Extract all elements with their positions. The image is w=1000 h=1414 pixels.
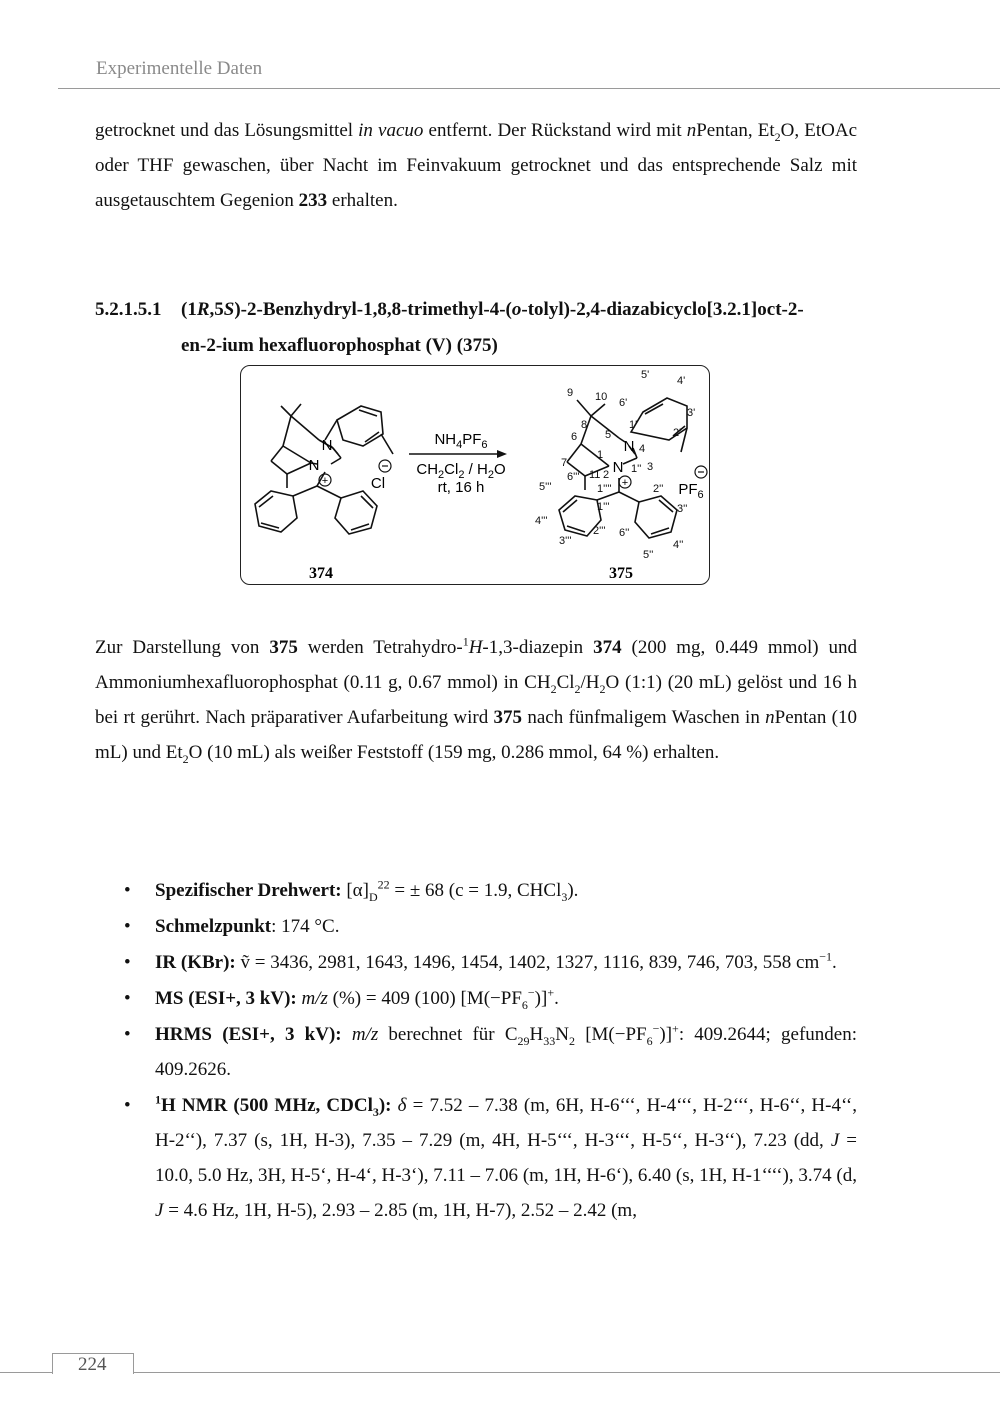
svg-text:1'''': 1'''' xyxy=(597,483,612,495)
svg-text:1'': 1'' xyxy=(631,463,642,475)
svg-text:1': 1' xyxy=(629,419,638,431)
svg-text:4: 4 xyxy=(639,443,646,455)
solvent-label: $CH_2Cl_2 / H_2O$ xyxy=(416,461,506,481)
svg-text:3: 3 xyxy=(647,461,654,473)
chloride-label: Cl xyxy=(370,475,386,492)
list-item-hrms: • HRMS (ESI+, 3 kV): m/z berechnet für $C_{29}H_{33}N_2$ $[M(-PF_6^-)]^+$: 409.2644; gefunden: 409.2626. xyxy=(95,1017,857,1087)
conditions-label: rt, 16 h xyxy=(437,479,485,496)
svg-text:9: 9 xyxy=(567,387,574,399)
pf6-label: $PF_6$ xyxy=(678,481,704,501)
characterization-list xyxy=(95,873,857,1229)
svg-text:1: 1 xyxy=(597,449,604,461)
section-heading: 5.2.1.5.1 (1R,5S)-2-Benzhydryl-1,8,8-trimethyl-4-(o-tolyl)-2,4-diazabicyclo[3.2.1]oct-2- en-2-ium hexafluorophosphat (V) (375) xyxy=(95,292,857,364)
svg-text:4': 4' xyxy=(677,375,686,387)
svg-text:11: 11 xyxy=(589,469,601,481)
svg-text:1''': 1''' xyxy=(597,501,610,513)
svg-text:6': 6' xyxy=(619,397,628,409)
compound-label-374: 374 xyxy=(309,565,333,582)
svg-text:8: 8 xyxy=(581,419,588,431)
svg-text:5: 5 xyxy=(605,429,612,441)
svg-text:3'': 3'' xyxy=(677,503,688,515)
svg-text:2': 2' xyxy=(673,427,682,439)
svg-text:5': 5' xyxy=(641,369,650,381)
n-atom-bottom: N xyxy=(308,457,320,474)
list-item-ms: • MS (ESI+, 3 kV): m/z (%) = 409 (100) $[M(-PF_6^-)]^+$. xyxy=(95,981,857,1016)
page-number: 224 xyxy=(78,1354,107,1375)
header-rule xyxy=(58,88,1000,89)
svg-text:3': 3' xyxy=(687,407,696,419)
svg-text:+: + xyxy=(621,477,629,489)
reaction-scheme-drawing xyxy=(241,366,709,584)
starting-material-structure xyxy=(255,404,393,534)
svg-text:3''': 3''' xyxy=(559,535,572,547)
svg-text:4'': 4'' xyxy=(673,539,684,551)
n-atom-top: N xyxy=(321,437,333,454)
svg-text:2'': 2'' xyxy=(653,483,664,495)
list-item-optical-rotation: • Spezifischer Drehwert: $[\alpha]_D^{22}$ = ± 68 (c = 1.9, CHCl$_3$). xyxy=(95,873,857,908)
svg-text:10: 10 xyxy=(595,391,608,403)
list-item-melting-point: • Schmelzpunkt: 174 °C. xyxy=(95,909,857,944)
svg-text:6''': 6''' xyxy=(567,471,580,483)
section-number: 5.2.1.5.1 xyxy=(95,299,162,320)
svg-text:2: 2 xyxy=(603,469,610,481)
product-n2: N xyxy=(612,459,624,476)
procedure-paragraph: Zur Darstellung von 375 werden Tetrahydro-$^1$H-1,3-diazepin 374 (200 mg, 0.449 mmol) und Ammoniumhexafluorophosphat (0.11 g, 0.67 mmol) in $CH_2Cl_2/H_2O$ (1:1) (20 mL) gelöst und 16 h bei rt gerührt. Nach präparativer Aufarbeitung wird 375 nach fünfmaligem Waschen in nPentan (10 mL) und $Et_2O$ (10 mL) als weißer Feststoff (159 mg, 0.286 mmol, 64 %) erhalten. xyxy=(95,634,858,766)
intro-paragraph: getrocknet und das Lösungsmittel in vacuo entfernt. Der Rückstand wird mit nPentan, $Et_2O$, EtOAc oder THF gewaschen, über Nacht im Feinvakuum getrocknet und das entsprechende Salz mit ausgetauschtem Gegenion 233 erhalten. xyxy=(95,120,858,211)
svg-text:6: 6 xyxy=(571,431,578,443)
list-item-1h-nmr: • $^1$H NMR (500 MHz, CDCl$_3$): δ = 7.52 – 7.38 (m, 6H, H-6‘‘‘, H-4‘‘‘, H-2‘‘‘, H-6‘‘, H-4‘‘, H-2‘‘), 7.37 (s, 1H, H-3), 7.35 – 7.29 (m, 4H, H-5‘‘‘, H-3‘‘‘, H-5‘‘, H-3‘‘), 7.23 (dd, J = 10.0, 5.0 Hz, 3H, H-5‘, H-4‘, H-3‘), 7.11 – 7.06 (m, 1H, H-6‘), 6.40 (s, 1H, H-1‘‘‘‘), 3.74 (d, J = 4.6 Hz, 1H, H-5), 2.93 – 2.85 (m, 1H, H-7), 2.52 – 2.42 (m, xyxy=(95,1088,857,1228)
svg-text:6'': 6'' xyxy=(619,527,630,539)
svg-text:5'': 5'' xyxy=(643,549,654,561)
svg-text:2''': 2''' xyxy=(593,525,606,537)
compound-label-375: 375 xyxy=(609,565,633,582)
reagent-nh4pf6: $NH_4PF_6$ xyxy=(434,431,488,451)
running-header: Experimentelle Daten xyxy=(96,58,263,79)
product-n4: N xyxy=(623,438,635,455)
svg-text:4''': 4''' xyxy=(535,515,548,527)
svg-text:5''': 5''' xyxy=(539,481,552,493)
svg-text:7: 7 xyxy=(561,457,568,469)
svg-text:+: + xyxy=(321,475,329,487)
footer-rule xyxy=(0,1372,1000,1373)
reaction-scheme xyxy=(240,365,710,585)
list-item-ir: • IR (KBr): ṽ = 3436, 2981, 1643, 1496, 1454, 1402, 1327, 1116, 839, 746, 703, 558 $cm^{-1}$. xyxy=(95,945,857,980)
